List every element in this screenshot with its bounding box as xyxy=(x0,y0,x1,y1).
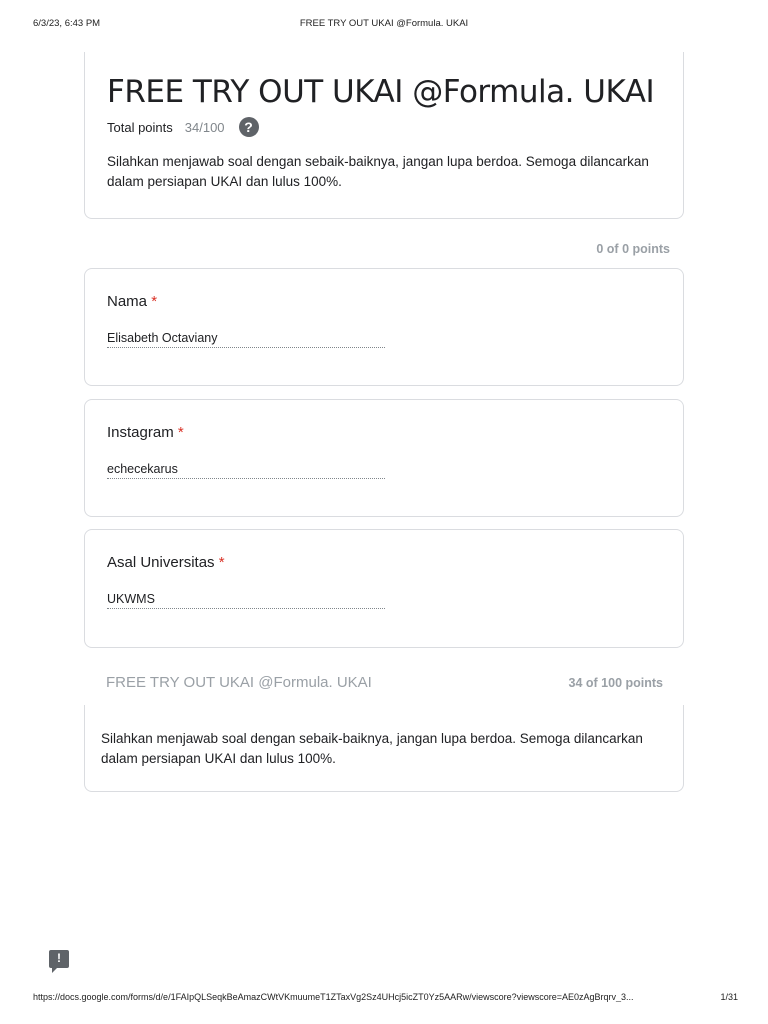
total-points-value: 34/100 xyxy=(184,119,225,135)
answer-field: echecekarus xyxy=(107,462,385,479)
question-label xyxy=(107,293,157,310)
help-circle-icon[interactable]: ? xyxy=(239,117,259,137)
question-card-instagram xyxy=(84,399,684,517)
question-card-nama xyxy=(84,268,684,386)
question-label-text: Instagram xyxy=(107,424,174,441)
answer-field: UKWMS xyxy=(107,592,385,609)
question-card-asal-universitas xyxy=(84,529,684,648)
feedback-icon[interactable]: ! xyxy=(49,950,69,968)
question-label-text: Asal Universitas xyxy=(107,554,215,571)
question-label-text: Nama xyxy=(107,293,148,310)
total-points-row xyxy=(107,117,259,137)
page-number: 1/31 xyxy=(720,992,738,1002)
print-url: https://docs.google.com/forms/d/e/1FAIpQLSeqkBeAmazCWtVKmuumeT1ZTaxVg2Sz4UHcj5icZT0Yz5AARw/viewscore?viewscore=AE0zAgBrqrv_3... xyxy=(33,992,634,1002)
section2-points: 34 of 100 points xyxy=(568,676,663,690)
required-asterisk: * xyxy=(218,554,225,571)
section2-title: FREE TRY OUT UKAI @Formula. UKAI xyxy=(106,674,372,691)
section1-points: 0 of 0 points xyxy=(596,242,670,256)
section2-card xyxy=(84,705,684,792)
form-header-card xyxy=(84,52,684,219)
print-header xyxy=(0,18,768,32)
form-description: Silahkan menjawab soal dengan sebaik-baiknya, jangan lupa berdoa. Semoga dilancarkan dalam persiapan UKAI dan lulus 100%. xyxy=(107,154,649,189)
required-asterisk: * xyxy=(151,293,158,310)
total-points-label: Total points xyxy=(107,119,173,135)
print-date: 6/3/23, 6:43 PM xyxy=(33,18,101,29)
question-label xyxy=(107,424,184,441)
section2-description: Silahkan menjawab soal dengan sebaik-baiknya, jangan lupa berdoa. Semoga dilancarkan dalam persiapan UKAI dan lulus 100%. xyxy=(101,731,643,766)
answer-field: Elisabeth Octaviany xyxy=(107,331,385,348)
print-title: FREE TRY OUT UKAI @Formula. UKAI xyxy=(299,18,469,29)
form-title: FREE TRY OUT UKAI @Formula. UKAI xyxy=(107,74,655,110)
required-asterisk: * xyxy=(177,424,184,441)
question-label xyxy=(107,554,225,571)
